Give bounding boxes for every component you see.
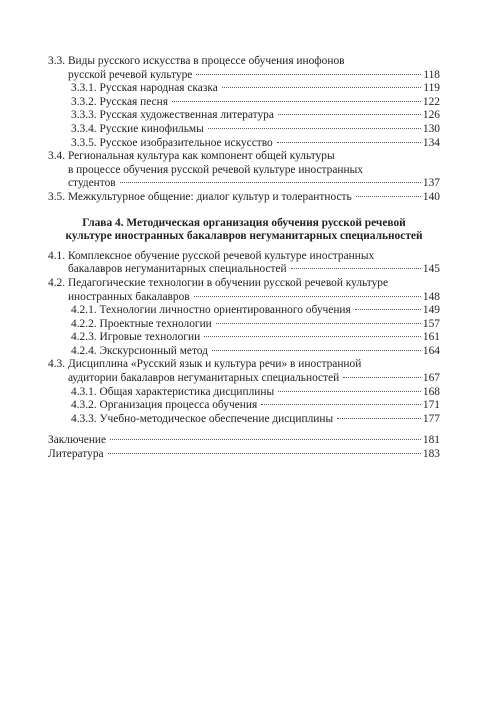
toc-page-number: 181 [422,434,440,447]
toc-entry-title-line [99,109,440,123]
toc-entry-title-text: Организация процесса обучения [99,399,258,412]
toc-entry [48,386,440,400]
toc-entry-number: 4.3.2. [71,399,100,412]
toc-entry-title-line [68,177,440,191]
chapter-4-title-line-2: культуре иностранных бакалавров негуманитарных специальностей [65,230,423,243]
toc-entry-title [99,123,440,137]
toc-entry-title-text: в процессе обучения русской речевой культуре иностранных [67,163,363,176]
toc-page-number: 177 [422,412,440,425]
toc-page-number: 167 [422,372,440,385]
toc-page-number: 183 [422,448,440,461]
toc-page-number: 164 [422,344,440,357]
toc-dot-leader [278,113,421,115]
toc-page-number: 126 [422,109,440,122]
toc-entry-title-text: Русское изобразительное искусство [99,136,273,149]
toc-entry-title-text: Игровые технологии [99,331,201,344]
toc-dot-leader [222,86,422,88]
toc-entry-title [99,345,440,359]
toc-entry-title-line [68,150,440,164]
chapter-4-title [48,217,440,244]
toc-entry [48,109,440,123]
toc-entry-title-text: Региональная культура как компонент общей культуры [67,150,335,163]
toc-entry-title [68,277,440,304]
toc-entry-title [99,96,440,110]
toc-entry-title [99,137,440,151]
toc-entry-number: 4.2. [48,276,68,289]
section-spacer [48,426,440,434]
toc-dot-leader [194,295,421,297]
toc-entry-title [99,318,440,332]
toc-entry-number: 4.3.1. [71,385,100,398]
toc-entry-title-line [99,331,440,345]
toc-page-number: 119 [423,82,440,95]
toc-entry-title-line [68,291,440,305]
toc-dot-leader [278,390,421,392]
toc-entry-title-text: Русская художественная литература [99,109,274,122]
toc-dot-leader [110,438,421,440]
toc-entry-title-line [99,413,440,427]
toc-entry-number: 4.1. [48,249,68,262]
toc-entry-number: 4.2.3. [71,331,100,344]
toc-entry-title-line [68,358,440,372]
toc-entry [48,413,440,427]
toc-entry-number: 4.2.2. [71,317,100,330]
toc-dot-leader [216,322,421,324]
toc-entry-title [99,413,440,427]
toc-dot-leader [343,376,421,378]
toc-entry-title-text: студентов [67,177,116,190]
toc-entry [48,150,440,191]
toc-entry-title-text: Проектные технологии [99,317,212,330]
toc-dot-leader [337,417,421,419]
toc-entry [48,55,440,82]
toc-entry-title-line [99,137,440,151]
toc-entry-title-text: Межкультурное общение: диалог культур и толерантность [67,190,352,203]
toc-entry-number: 3.5. [48,190,68,203]
toc-entry-title-text: иностранных бакалавров [67,290,190,303]
toc-entry [48,277,440,304]
toc-entry-title [99,331,440,345]
toc-dot-leader [277,141,421,143]
toc-page-number: 168 [422,385,440,398]
toc-entry-title-line [68,372,440,386]
toc-page-number: 122 [422,95,440,108]
toc-entry-number: 3.3.4. [71,122,100,135]
toc-dot-leader [212,349,421,351]
chapter-4-title-line-1: Глава 4. Методическая организация обучения русской речевой [82,216,406,229]
toc-page-number: 148 [422,290,440,303]
toc-entry-title-line [68,277,440,291]
toc-entry-title [99,304,440,318]
toc-entry-title [99,82,440,96]
toc-entry [48,358,440,385]
toc-entry-title [68,358,440,385]
toc-dot-leader [261,403,421,405]
table-of-contents [48,55,440,462]
toc-entry-title-text: бакалавров негуманитарных специальностей [67,263,287,276]
toc-entry-title-text: Литература [48,448,104,461]
toc-dot-leader [108,452,421,454]
toc-entry-title-line [68,191,440,205]
toc-page-number: 157 [422,317,440,330]
toc-page-number: 145 [422,263,440,276]
toc-entry-title-line [99,123,440,137]
toc-entry-title [48,448,440,462]
toc-dot-leader [355,308,421,310]
toc-dot-leader [356,195,421,197]
toc-entry [48,399,440,413]
toc-entry-title-line [99,96,440,110]
toc-entry-title-line [48,448,440,462]
toc-section-chapter3 [48,55,440,205]
toc-entry-title-text: Дисциплина «Русский язык и культура речи» в иностранной [67,358,362,371]
toc-entry [48,345,440,359]
toc-page-number: 171 [422,399,440,412]
toc-entry-title [68,150,440,191]
toc-entry-number: 3.3. [48,55,68,67]
toc-page-number: 137 [422,177,440,190]
toc-dot-leader [120,181,421,183]
toc-entry-title-text: Технологии личностно ориентированного обучения [99,304,351,317]
toc-entry-number: 3.4. [48,150,68,163]
toc-entry-title [99,386,440,400]
toc-entry-number: 4.2.4. [71,344,100,357]
toc-entry-title-text: Экскурсионный метод [99,344,208,357]
toc-entry-number: 3.3.5. [71,136,100,149]
toc-entry [48,304,440,318]
toc-entry-number: 3.3.1. [71,82,100,95]
toc-entry-title [68,55,440,82]
toc-entry-title-text: Русская народная сказка [99,82,218,95]
toc-dot-leader [291,267,421,269]
toc-dot-leader [196,73,421,75]
toc-entry-title-line [68,69,440,83]
toc-entry-title-line [68,164,440,178]
toc-page-number: 134 [422,136,440,149]
toc-entry [48,96,440,110]
toc-entry-title [68,250,440,277]
toc-entry [48,123,440,137]
toc-entry-title-text: русской речевой культуре [67,68,193,81]
toc-entry [48,434,440,448]
toc-entry-title-text: аудитории бакалавров негуманитарных специальностей [67,372,340,385]
toc-entry-title-line [99,304,440,318]
toc-entry-title-text: Педагогические технологии в обучении русской речевой культуре [67,276,389,289]
toc-entry-number: 3.3.3. [71,109,100,122]
toc-dot-leader [204,335,421,337]
toc-dot-leader [172,100,421,102]
toc-entry-title-line [99,386,440,400]
toc-entry-title-line [99,399,440,413]
toc-dot-leader [208,127,421,129]
toc-entry-number: 4.2.1. [71,304,100,317]
toc-entry-title-line [99,345,440,359]
toc-entry-title-line [99,318,440,332]
toc-entry [48,137,440,151]
toc-entry-title-line [48,434,440,448]
toc-entry-number: 4.3. [48,358,68,371]
toc-entry [48,250,440,277]
toc-entry-title-text: Комплексное обучение русской речевой культуре иностранных [67,249,375,262]
toc-entry-title-line [68,250,440,264]
toc-entry-title [99,109,440,123]
toc-page-number: 118 [423,68,440,81]
toc-entry [48,448,440,462]
toc-section-backmatter [48,434,440,461]
toc-entry-title-text: Общая характеристика дисциплины [99,385,275,398]
toc-entry-title [99,399,440,413]
toc-entry [48,191,440,205]
toc-entry-number: 3.3.2. [71,95,100,108]
toc-entry [48,82,440,96]
toc-entry-title-text: Учебно-методическое обеспечение дисциплины [99,412,334,425]
toc-entry [48,331,440,345]
toc-entry [48,318,440,332]
toc-entry-title [48,434,440,448]
toc-entry-title-text: Виды русского искусства в процессе обучения инофонов [67,55,345,67]
toc-page-number: 130 [422,122,440,135]
toc-entry-title [68,191,440,205]
toc-section-chapter4 [48,250,440,427]
toc-page-number: 149 [422,304,440,317]
toc-page-number: 161 [422,331,440,344]
toc-entry-title-text: Русская песня [99,95,168,108]
toc-entry-title-text: Заключение [48,434,107,447]
toc-entry-title-text: Русские кинофильмы [99,122,204,135]
toc-entry-number: 4.3.3. [71,412,100,425]
toc-entry-title-line [68,263,440,277]
toc-entry-title-line [68,55,440,69]
toc-entry-title-line [99,82,440,96]
toc-page-number: 140 [422,190,440,203]
